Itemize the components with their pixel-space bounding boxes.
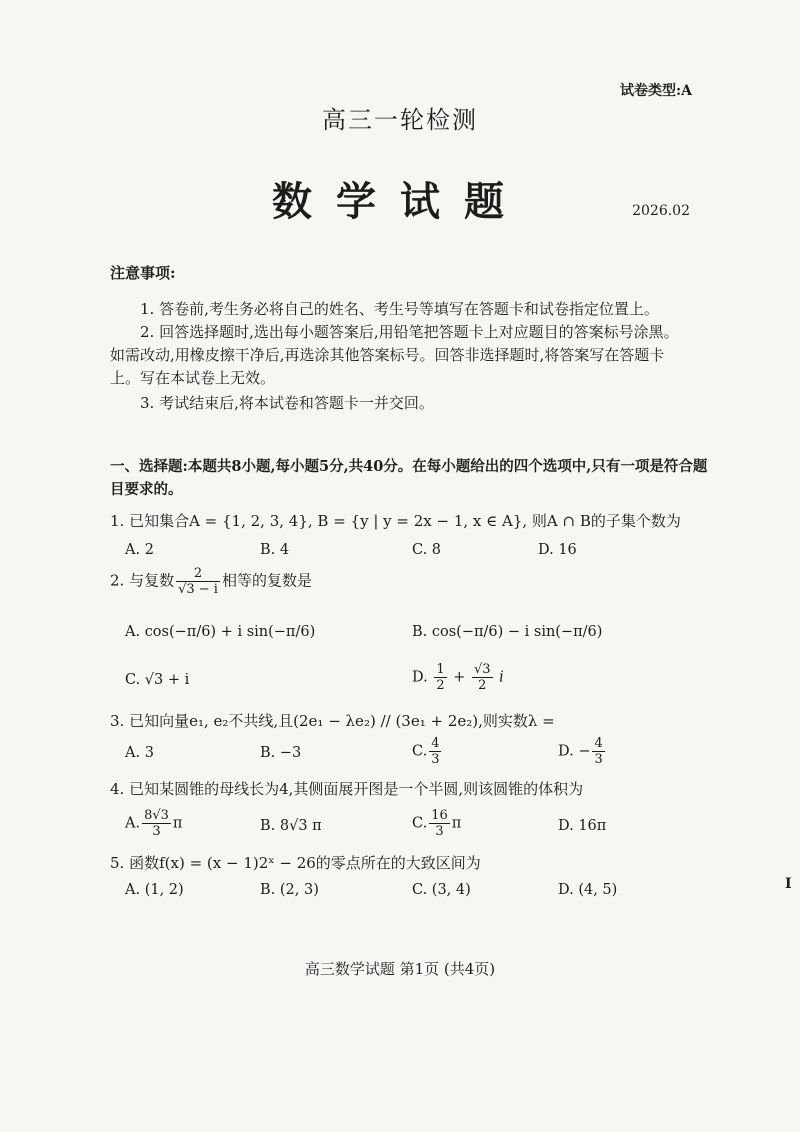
- question-2-option-a: A. cos(−π/6) + i sin(−π/6): [125, 624, 316, 640]
- question-3-option-d-numerator: 4: [594, 736, 603, 751]
- question-2-option-d-plus: +: [453, 669, 466, 686]
- question-2-fraction-numerator: 2: [176, 566, 220, 582]
- notice-item-3: 3. 考试结束后,将本试卷和答题卡一并交回。: [140, 394, 434, 412]
- question-4-option-d: D. 16π: [558, 818, 607, 834]
- question-4-option-c-denominator: 3: [435, 824, 444, 839]
- exam-title: 数学试题: [272, 178, 528, 225]
- page-edge-mark: I: [785, 876, 792, 892]
- question-2-fraction: [176, 566, 220, 597]
- question-2-option-d-fraction-1: [434, 662, 446, 693]
- question-4-option-c-label: C.: [412, 815, 428, 832]
- question-3-option-a: A. 3: [125, 745, 154, 761]
- question-4-option-a: [125, 808, 182, 839]
- question-3-option-d-fraction: [592, 736, 604, 767]
- question-1-option-d: D. 16: [538, 542, 577, 558]
- exam-date: 2026.02: [632, 203, 690, 219]
- question-4-option-a-pi: π: [172, 815, 183, 832]
- question-2-option-d-fraction-2-denominator: 2: [478, 678, 487, 693]
- question-4-option-c: [412, 808, 461, 839]
- page-footer: 高三数学试题 第1页 (共4页): [304, 960, 496, 978]
- question-3-option-c-label: C.: [412, 743, 428, 760]
- question-2-option-d-fraction-2: [472, 662, 493, 693]
- question-3-option-d: [558, 736, 607, 767]
- notice-item-2: 2. 回答选择题时,选出每小题答案后,用铅笔把答题卡上对应题目的答案标号涂黑。如需改动,用橡皮擦干净后,再选涂其他答案标号。回答非选择题时,将答案写在答题卡上。写在本试卷上无效。: [110, 323, 679, 387]
- question-2-fraction-denominator: √3 − i: [178, 582, 218, 597]
- question-3-option-b: B. −3: [260, 745, 302, 761]
- paper-type-label: 试卷类型:A: [619, 83, 692, 99]
- question-3-option-c-fraction: [429, 736, 441, 767]
- question-2-stem-post: 相等的复数是: [221, 571, 312, 590]
- question-3-option-d-label: D. −: [558, 743, 591, 760]
- question-2-option-d-fraction-2-numerator: √3: [473, 662, 491, 677]
- exam-subtitle: 高三一轮检测: [322, 106, 478, 134]
- question-3-option-c: [412, 736, 443, 767]
- question-2-option-d-imaginary-unit: i: [499, 669, 504, 686]
- question-3-option-d-denominator: 3: [594, 752, 603, 767]
- question-4-stem: 4. 已知某圆锥的母线长为4,其侧面展开图是一个半圆,则该圆锥的体积为: [110, 780, 584, 798]
- question-1-option-c: C. 8: [412, 542, 442, 558]
- question-1-stem: 1. 已知集合A = {1, 2, 3, 4}, B = {y | y = 2x − 1, x ∈ A}, 则A ∩ B的子集个数为: [110, 512, 681, 530]
- question-2-option-b: B. cos(−π/6) − i sin(−π/6): [412, 624, 603, 640]
- question-4-option-c-pi: π: [451, 815, 462, 832]
- question-3-option-c-numerator: 4: [431, 736, 440, 751]
- question-2-option-c: C. √3 + i: [125, 672, 190, 688]
- question-5-option-d: D. (4, 5): [558, 882, 618, 898]
- question-5-stem: 5. 函数f(x) = (x − 1)2ˣ − 26的零点所在的大致区间为: [110, 854, 481, 872]
- question-4-option-a-fraction: [142, 808, 171, 839]
- question-4-option-b: B. 8√3 π: [260, 818, 322, 834]
- question-5-option-a: A. (1, 2): [125, 882, 184, 898]
- notice-heading: 注意事项:: [110, 264, 176, 282]
- question-4-option-a-numerator: 8√3: [144, 808, 169, 823]
- question-2-stem-pre: 2. 与复数: [110, 571, 175, 590]
- question-3-stem: 3. 已知向量e₁, e₂不共线,且(2e₁ − λe₂) // (3e₁ + 2e₂),则实数λ =: [110, 712, 555, 730]
- question-4-option-a-denominator: 3: [152, 824, 161, 839]
- question-4-option-c-numerator: 16: [431, 808, 448, 823]
- question-5-option-b: B. (2, 3): [260, 882, 319, 898]
- question-5-option-c: C. (3, 4): [412, 882, 471, 898]
- question-2-option-d-fraction-1-denominator: 2: [436, 678, 445, 693]
- question-4-option-a-label: A.: [125, 815, 141, 832]
- question-2-option-d-label: D.: [412, 669, 428, 686]
- question-3-option-c-denominator: 3: [431, 752, 440, 767]
- section-1-heading: 一、选择题:本题共8小题,每小题5分,共40分。在每小题给出的四个选项中,只有一项是符合题目要求的。: [110, 458, 708, 498]
- question-2-option-d: [412, 662, 504, 693]
- question-1-option-a: A. 2: [125, 542, 154, 558]
- notice-item-1: 1. 答卷前,考生务必将自己的姓名、考生号等填写在答题卡和试卷指定位置上。: [140, 300, 659, 318]
- question-2-stem: [110, 566, 312, 597]
- question-1-option-b: B. 4: [260, 542, 290, 558]
- question-4-option-c-fraction: [429, 808, 450, 839]
- question-2-option-d-fraction-1-numerator: 1: [436, 662, 445, 677]
